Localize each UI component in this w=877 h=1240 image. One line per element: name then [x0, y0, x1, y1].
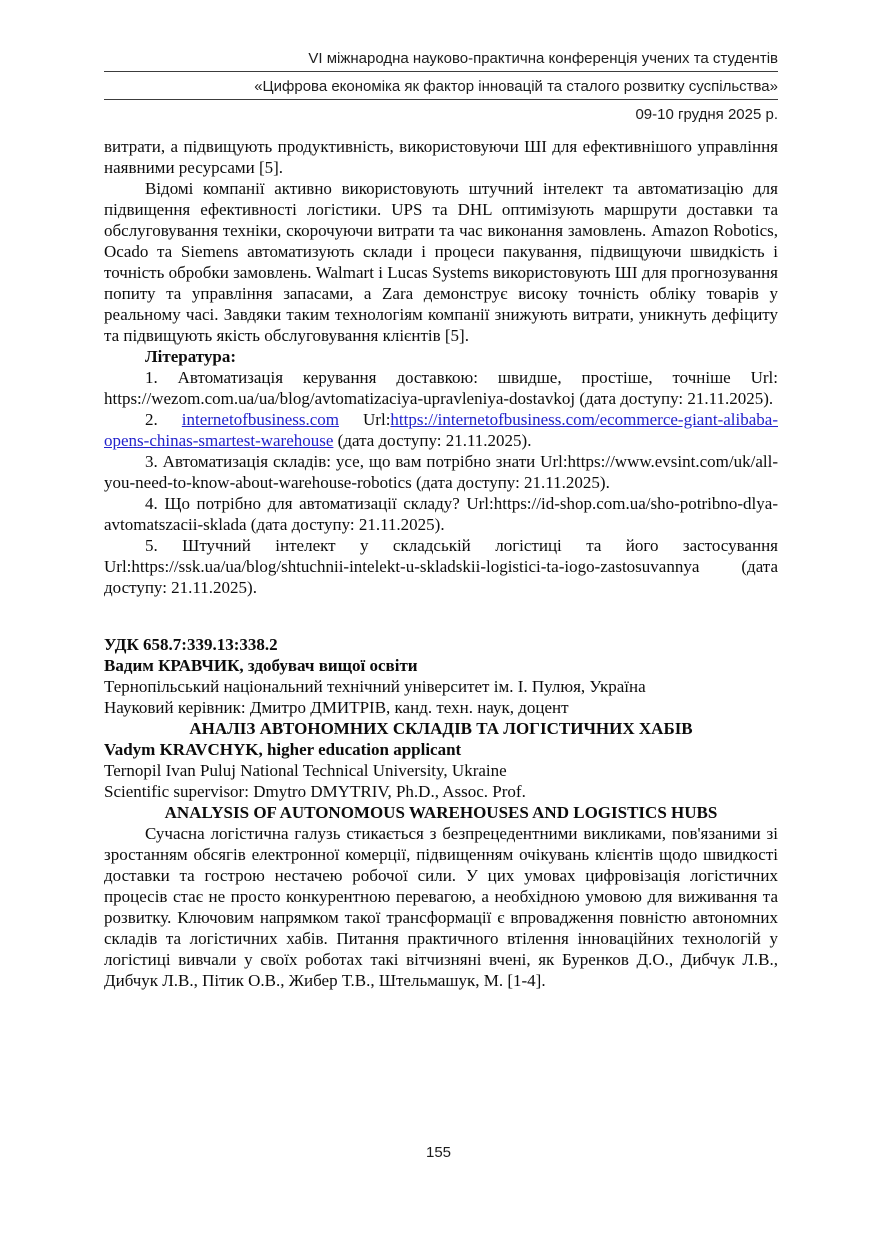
literature-item-1: 1. Автоматизація керування доставкою: швидше, простіше, точніше Url: https://wezom.com.ua/ua/blog/avtomatizaciya-upravleniya-dostavkoj (дата доступу: 21.11.2025).	[104, 368, 778, 408]
literature-item-5: 5. Штучний інтелект у складській логістиці та його застосування Url:https://ssk.ua/ua/blog/shtuchnii-intelekt-u-skladskii-logistici-ta-iogo-zastosuvannya (дата доступу: 21.11.2025).	[104, 536, 778, 597]
page-header	[104, 47, 778, 127]
conference-date: 09-10 грудня 2025 р.	[635, 106, 778, 123]
conference-date-line	[104, 103, 778, 127]
affiliation-en: Ternopil Ivan Puluj National Technical University, Ukraine	[104, 761, 507, 780]
paragraph-continuation: витрати, а підвищують продуктивність, використовуючи ШІ для ефективнішого управління наявними ресурсами [5].	[104, 137, 778, 177]
affiliation-ua: Тернопільський національний технічний університет ім. І. Пулюя, Україна	[104, 677, 646, 696]
page-number: 155	[425, 1144, 452, 1161]
author-ua: Вадим КРАВЧИК, здобувач вищої освіти	[104, 656, 418, 675]
article-header-en	[104, 739, 778, 802]
document-body	[104, 136, 778, 991]
udc-code: УДК 658.7:339.13:338.2	[104, 635, 278, 654]
supervisor-ua: Науковий керівник: Дмитро ДМИТРІВ, канд. техн. наук, доцент	[104, 698, 569, 717]
literature-item-2-access-date: (дата доступу: 21.11.2025).	[333, 431, 532, 450]
article-title-en: ANALYSIS OF AUTONOMOUS WAREHOUSES AND LOGISTICS HUBS	[164, 803, 718, 822]
conference-subtitle: «Цифрова економіка як фактор інновацій та сталого розвитку суспільства»	[254, 78, 778, 95]
paragraph-companies: Відомі компанії активно використовують штучний інтелект та автоматизацію для підвищення ефективності логістики. UPS та DHL оптимізують маршрути доставки та обслуговування техніки, скорочуючи витрати та час виконання замовлень. Amazon Robotics, Ocado та Siemens автоматизують склади і процеси пакування, підвищуючи швидкість і точність обробки замовлень. Walmart і Lucas Systems використовують ШІ для прогнозування попиту та управління запасами, а Zara демонструє високу точність обліку товарів у реальному часі. Завдяки таким технологіям компанії знижують витрати, уникнуть дефіциту та підвищують якість обслуговування клієнтів [5].	[104, 179, 778, 345]
article-title-ua: АНАЛІЗ АВТОНОМНИХ СКЛАДІВ ТА ЛОГІСТИЧНИХ ХАБІВ	[189, 719, 693, 738]
abstract-paragraph: Сучасна логістична галузь стикається з безпрецедентними викликами, пов'язаними зі зростанням обсягів електронної комерції, підвищенням очікувань клієнтів щодо швидкості доставки та гострою нестачею робочої сили. У цих умовах цифровізація логістичних процесів стає не просто конкурентною перевагою, а необхідною умовою для виживання та розвитку. Ключовим напрямком такої трансформації є впровадження повністю автономних складів та логістичних хабів. Питання практичного втілення інноваційних технологій у логістиці вивчали у своїх роботах такі вітчизняні вчені, як Буренков Д.О., Дибчук Л.В., Дибчук Л.В., Пітик О.В., Жибер Т.В., Штельмашук, М. [1-4].	[104, 824, 778, 990]
literature-item-3: 3. Автоматизація складів: усе, що вам потрібно знати Url:https://www.evsint.com/uk/all-you-need-to-know-about-warehouse-robotics (дата доступу: 21.11.2025).	[104, 452, 778, 492]
conference-title: VI міжнародна науково-практична конференція учених та студентів	[308, 50, 778, 67]
link-internetofbusiness[interactable]: internetofbusiness.com	[181, 410, 339, 429]
page-footer	[0, 1144, 877, 1161]
article-header-ua	[104, 634, 778, 718]
author-en: Vadym KRAVCHYK, higher education applicant	[104, 740, 462, 759]
conference-title-line	[104, 47, 778, 72]
conference-subtitle-line	[104, 75, 778, 100]
literature-item-2-number: 2.	[145, 410, 182, 429]
literature-heading: Література:	[145, 347, 237, 366]
literature-item-4: 4. Що потрібно для автоматизації складу? Url:https://id-shop.com.ua/sho-potribno-dlya-avtomatszacii-sklada (дата доступу: 21.11.2025).	[104, 494, 778, 534]
literature-item-2-url-label: Url:	[339, 410, 391, 429]
supervisor-en: Scientific supervisor: Dmytro DMYTRIV, Ph.D., Assoc. Prof.	[104, 782, 526, 801]
literature-item-2	[104, 409, 778, 451]
link-alibaba-warehouse[interactable]: https://internetofbusiness.com/ecommerce-giant-alibaba-opens-chinas-smartest-warehouse	[104, 410, 778, 450]
